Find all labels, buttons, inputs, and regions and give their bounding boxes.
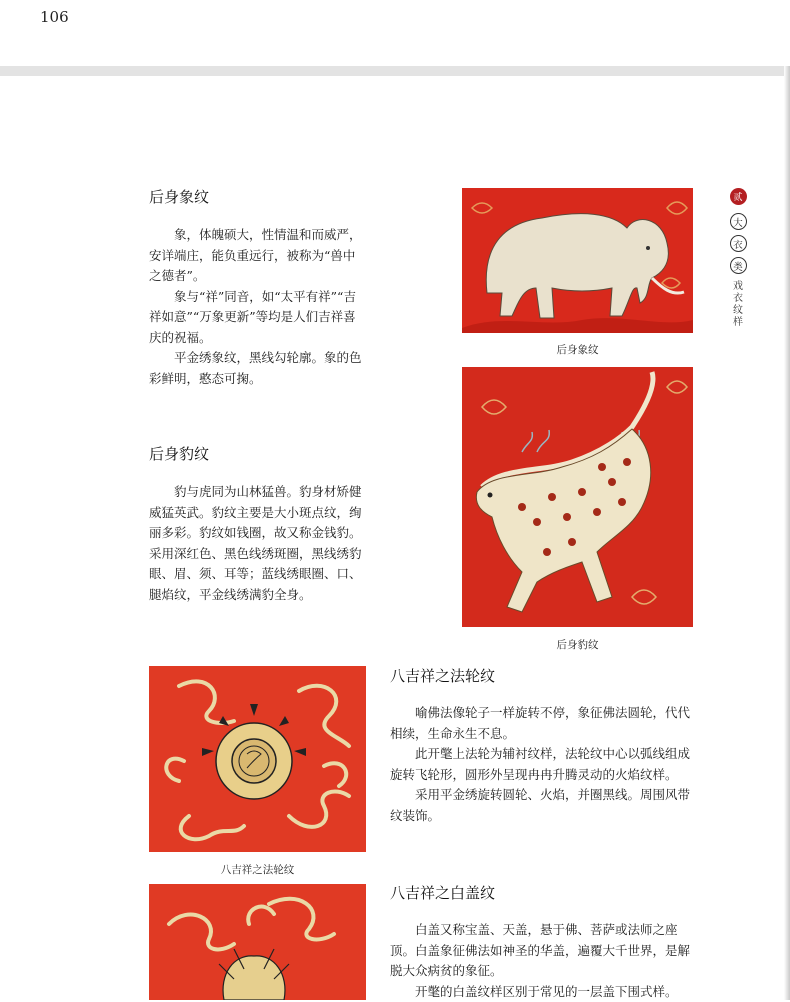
leopard-embroidery-image <box>462 367 693 627</box>
dharma-wheel-embroidery-image <box>149 666 366 852</box>
canopy-section-title: 八吉祥之白盖纹 <box>390 882 495 903</box>
leopard-illustration <box>462 367 693 627</box>
canopy-embroidery-image <box>149 884 366 1000</box>
chapter-badge: 贰 <box>730 188 747 205</box>
nav-circle-1: 大 <box>730 213 747 230</box>
dharma-wheel-section-title: 八吉祥之法轮纹 <box>390 665 495 686</box>
dharma-wheel-paragraph-2: 此开氅上法轮为辅衬纹样，法轮纹中心以弧线组成旋转飞轮形，圆形外呈现冉冉升腾灵动的火焰纹样。 <box>390 744 694 785</box>
elephant-caption: 后身象纹 <box>462 342 693 357</box>
dharma-wheel-paragraph-3: 采用平金绣旋转圆轮、火焰，并圈黑线。周围风带纹装饰。 <box>390 785 694 826</box>
elephant-illustration <box>462 188 693 333</box>
elephant-paragraph-1: 象，体魄硕大，性情温和而威严，安详端庄，能负重远行，被称为“兽中之德者”。 <box>149 225 367 287</box>
canopy-paragraph-2: 开氅的白盖纹样区别于常见的一层盖下围式样。 <box>390 982 694 1002</box>
page-edge-shadow <box>784 66 790 1000</box>
dharma-wheel-section-text <box>390 703 694 826</box>
canopy-section-text <box>390 920 694 1002</box>
nav-circle-2: 衣 <box>730 235 747 252</box>
leopard-paragraph-1: 豹与虎同为山林猛兽。豹身材矫健威猛英武。豹纹主要是大小斑点纹，绚丽多彩。豹纹如钱圈，故又称金钱豹。采用深红色、黑色线绣斑圈，黑线绣豹眼、眉、须、耳等；蓝线绣眼圈、口、腿焰纹，平金线绣满豹全身。 <box>149 482 367 605</box>
leopard-caption: 后身豹纹 <box>462 637 693 652</box>
elephant-embroidery-image <box>462 188 693 333</box>
canopy-paragraph-1: 白盖又称宝盖、天盖，悬于佛、菩萨或法师之座顶。白盖象征佛法如神圣的华盖，遍覆大千世界，是解脱大众病贫的象征。 <box>390 920 694 982</box>
dharma-wheel-caption: 八吉祥之法轮纹 <box>149 862 366 877</box>
elephant-section-text <box>149 225 367 389</box>
elephant-section-title: 后身象纹 <box>149 186 209 207</box>
leopard-section-title: 后身豹纹 <box>149 443 209 464</box>
leopard-section-text <box>149 482 367 605</box>
page-divider-band <box>0 66 790 76</box>
canopy-illustration <box>149 884 366 1000</box>
elephant-paragraph-2: 象与“祥”同音，如“太平有祥”“吉祥如意”“万象更新”等均是人们吉祥喜庆的祝福。 <box>149 287 367 349</box>
page-number: 106 <box>40 8 69 26</box>
dharma-wheel-illustration <box>149 666 366 852</box>
chapter-side-nav <box>728 188 748 329</box>
nav-circle-3: 类 <box>730 257 747 274</box>
nav-subsection-label: 戏衣纹样 <box>732 281 744 329</box>
dharma-wheel-paragraph-1: 喻佛法像轮子一样旋转不停，象征佛法圆轮，代代相续，生命永生不息。 <box>390 703 694 744</box>
elephant-paragraph-3: 平金绣象纹，黑线勾轮廓。象的色彩鲜明，憨态可掬。 <box>149 348 367 389</box>
